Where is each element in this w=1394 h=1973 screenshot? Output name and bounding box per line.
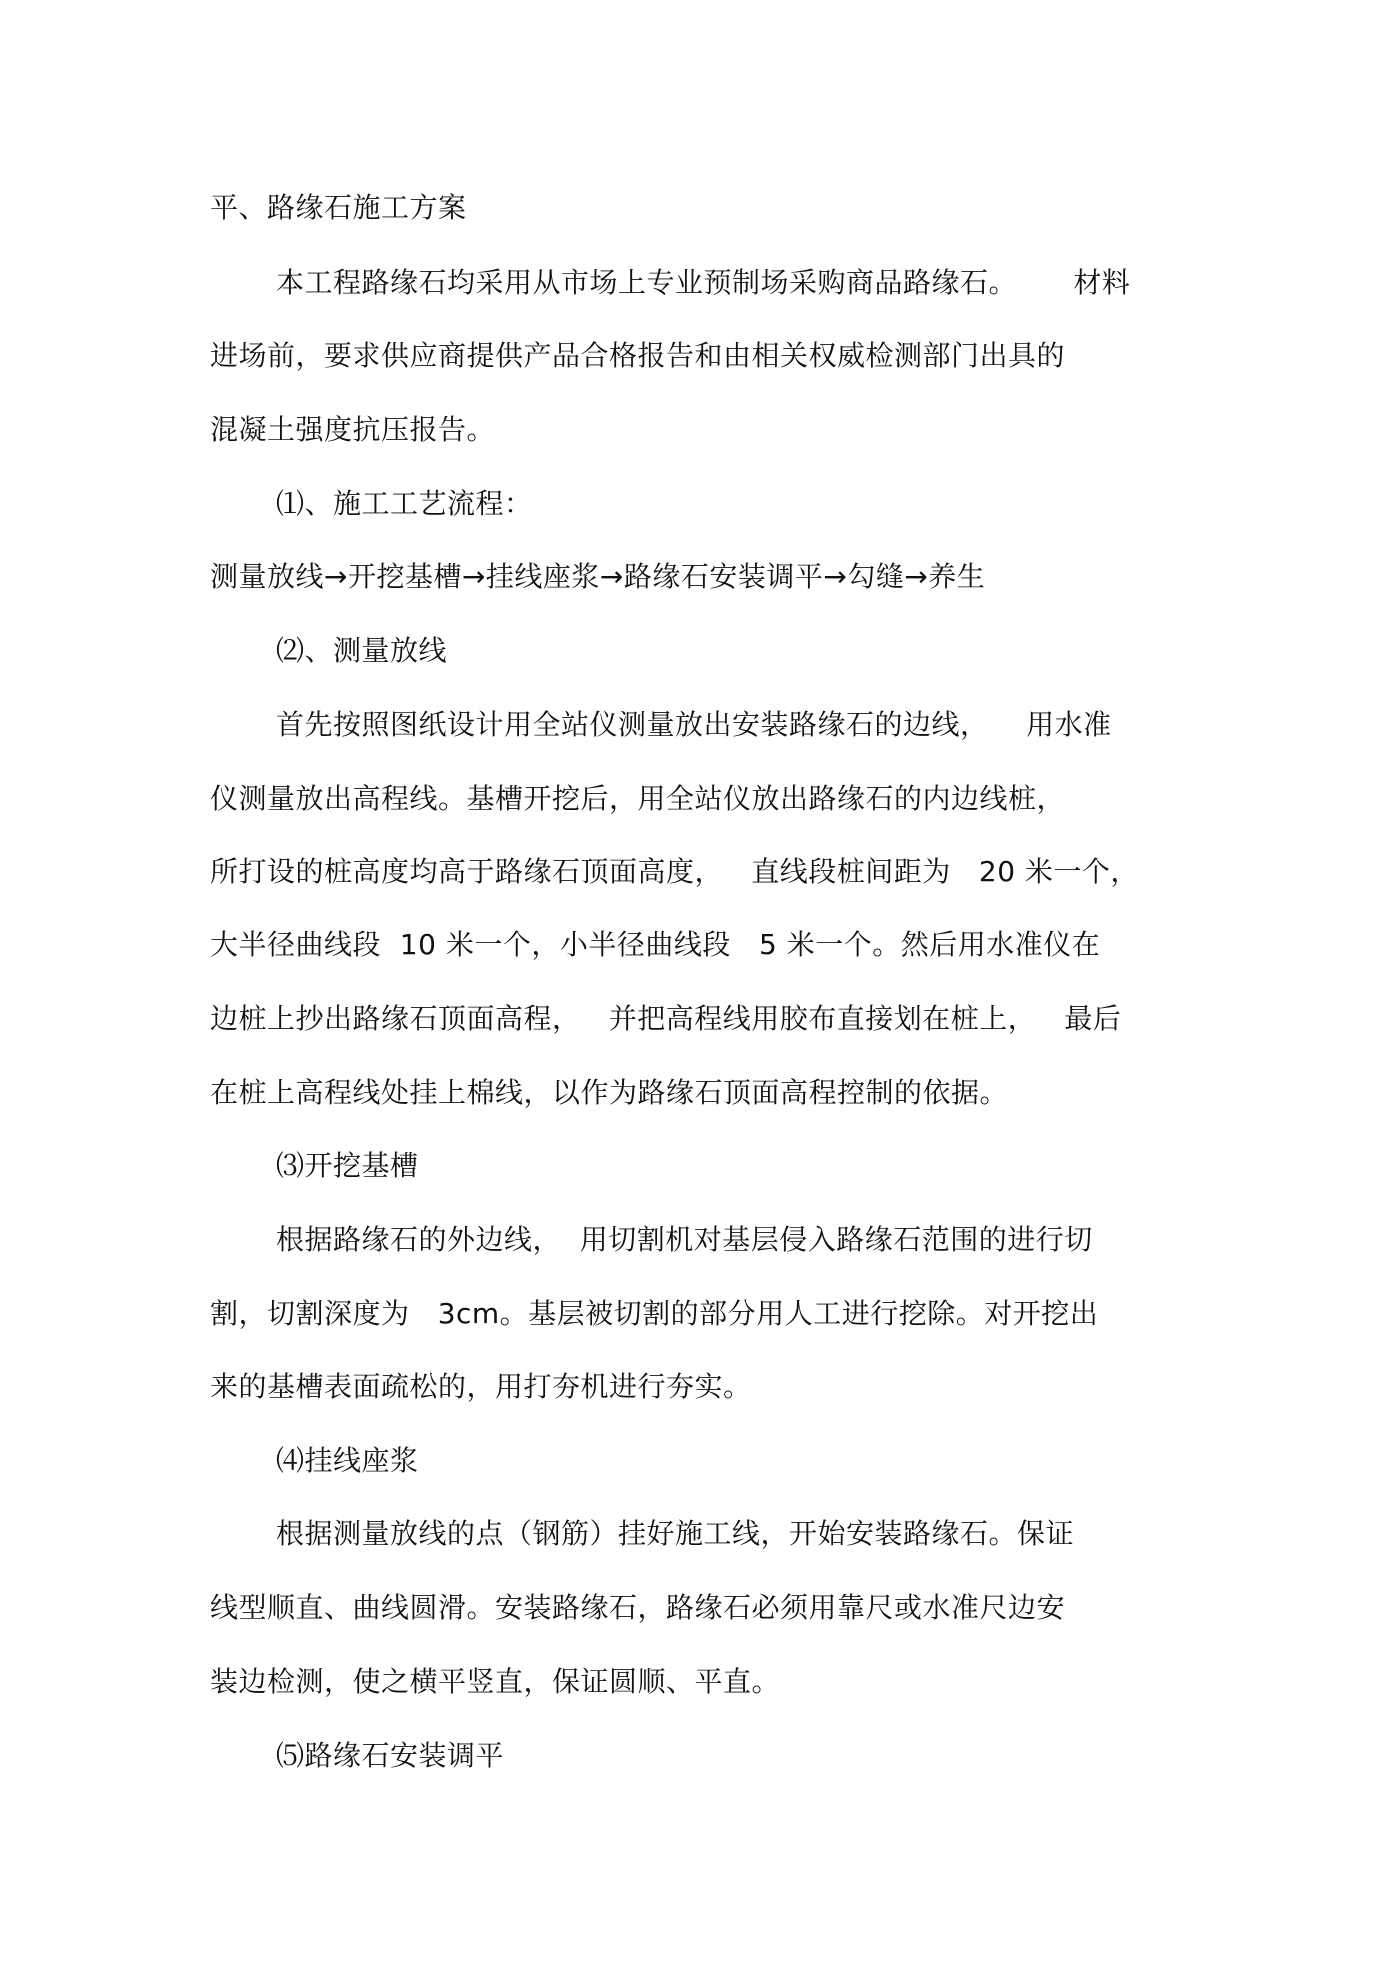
- paragraph-line: 大半径曲线段 10 米一个，小半径曲线段 5 米一个。然后用水准仪在: [210, 928, 1101, 961]
- process-flow-line: 测量放线→开挖基槽→挂线座浆→路缘石安装调平→勾缝→养生: [210, 560, 986, 593]
- paragraph-line: 进场前，要求供应商提供产品合格报告和由相关权威检测部门出具的: [210, 339, 1066, 372]
- subsection-heading: ⑶开挖基槽: [276, 1149, 419, 1182]
- paragraph-line: 所打设的桩高度均高于路缘石顶面高度， 直线段桩间距为 20 米一个，: [210, 855, 1139, 888]
- paragraph-line: 线型顺直、曲线圆滑。安装路缘石，路缘石必须用靠尺或水准尺边安: [210, 1591, 1066, 1624]
- subsection-heading: ⑷挂线座浆: [276, 1444, 419, 1477]
- paragraph-line: 本工程路缘石均采用从市场上专业预制场采购商品路缘石。 材料: [276, 266, 1131, 299]
- paragraph-line: 首先按照图纸设计用全站仪测量放出安装路缘石的边线， 用水准: [276, 708, 1112, 741]
- paragraph-line: 根据测量放线的点（钢筋）挂好施工线，开始安装路缘石。保证: [276, 1517, 1075, 1550]
- section-heading: 平、路缘石施工方案: [210, 191, 467, 224]
- paragraph-line: 来的基槽表面疏松的，用打夯机进行夯实。: [210, 1370, 752, 1403]
- paragraph-line: 混凝土强度抗压报告。: [210, 413, 496, 446]
- paragraph-line: 边桩上抄出路缘石顶面高程， 并把高程线用胶布直接划在桩上， 最后: [210, 1002, 1122, 1035]
- subsection-heading: ⑴、施工工艺流程：: [276, 487, 533, 520]
- paragraph-line: 在桩上高程线处挂上棉线，以作为路缘石顶面高程控制的依据。: [210, 1076, 1009, 1109]
- paragraph-line: 割，切割深度为 3cm。基层被切割的部分用人工进行挖除。对开挖出: [210, 1297, 1099, 1330]
- subsection-heading: ⑸路缘石安装调平: [276, 1739, 505, 1772]
- subsection-heading: ⑵、测量放线: [276, 634, 448, 667]
- paragraph-line: 根据路缘石的外边线， 用切割机对基层侵入路缘石范围的进行切: [276, 1223, 1093, 1256]
- paragraph-line: 装边检测，使之横平竖直，保证圆顺、平直。: [210, 1665, 781, 1698]
- paragraph-line: 仪测量放出高程线。基槽开挖后，用全站仪放出路缘石的内边线桩，: [210, 782, 1066, 815]
